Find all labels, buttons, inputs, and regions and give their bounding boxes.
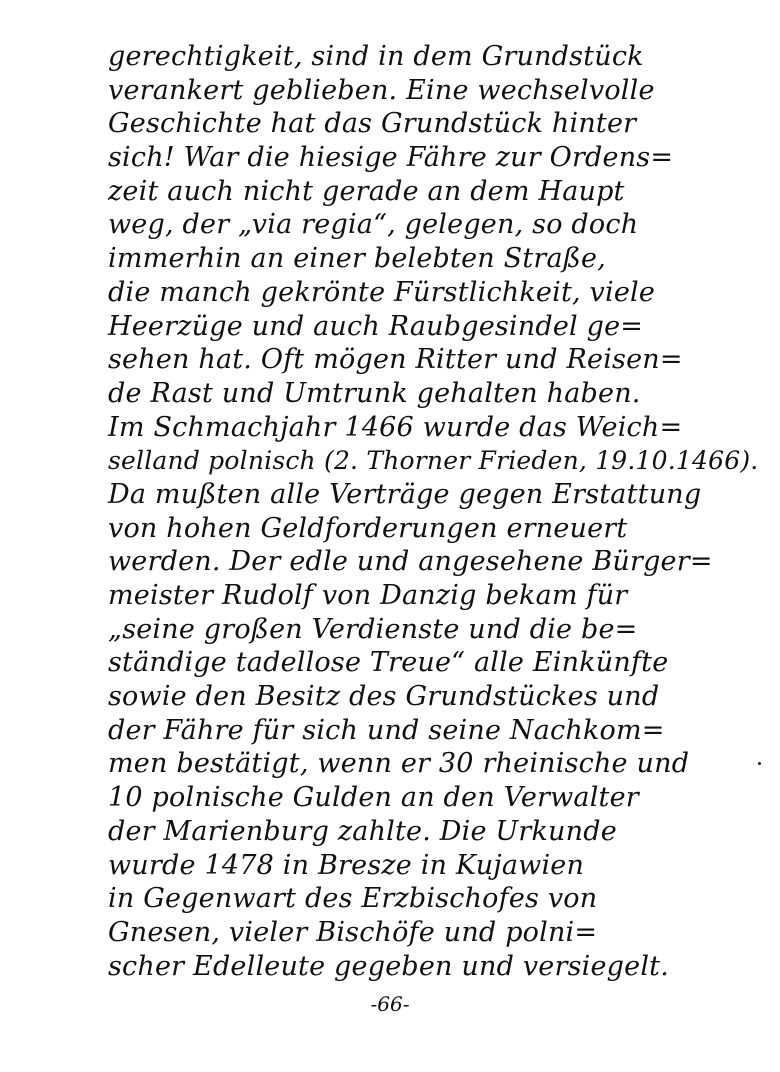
text-line: selland polnisch (2. Thorner Frieden, 19.10.1466).	[108, 446, 759, 476]
text-line: scher Edelleute gegeben und versiegelt.	[108, 950, 669, 982]
text-line: Heerzüge und auch Raubgesindel ge=	[108, 310, 644, 342]
text-line: weg, der „via regia“, gelegen, so doch	[108, 209, 639, 241]
text-line: Geschichte hat das Grundstück hinter	[108, 108, 637, 140]
text-line: de Rast und Umtrunk gehalten haben.	[108, 377, 641, 409]
text-line: wurde 1478 in Bresze in Kujawien	[108, 849, 585, 881]
text-line: zeit auch nicht gerade an dem Haupt	[108, 175, 625, 207]
handwritten-text-block	[108, 40, 768, 983]
text-line: „seine großen Verdienste und die be=	[108, 613, 638, 645]
text-line: werden. Der edle und angesehene Bürger=	[108, 546, 713, 578]
text-line: Im Schmachjahr 1466 wurde das Weich=	[108, 411, 683, 443]
text-line: sich! War die hiesige Fähre zur Ordens=	[108, 142, 674, 174]
ink-speck	[758, 762, 761, 765]
text-line: men bestätigt, wenn er 30 rheinische und	[108, 748, 690, 780]
text-line: ständige tadellose Treue“ alle Einkünfte	[108, 647, 669, 679]
text-line: die manch gekrönte Fürstlichkeit, viele	[108, 276, 656, 308]
text-line: sowie den Besitz des Grundstückes und	[108, 681, 660, 713]
page-number: -66-	[370, 992, 410, 1016]
text-line: in Gegenwart des Erzbischofes von	[108, 883, 598, 915]
text-line: verankert geblieben. Eine wechselvolle	[108, 74, 655, 106]
text-line: gerechtigkeit, sind in dem Grundstück	[108, 41, 644, 72]
text-line: Da mußten alle Verträge gegen Erstattung	[108, 478, 702, 510]
text-line: der Marienburg zahlte. Die Urkunde	[108, 815, 617, 847]
text-line: meister Rudolf von Danzig bekam für	[108, 580, 628, 611]
text-line: immerhin an einer belebten Straße,	[108, 243, 606, 275]
text-line: Gnesen, vieler Bischöfe und polni=	[108, 916, 598, 948]
text-line: von hohen Geldforderungen erneuert	[108, 512, 628, 544]
text-line: der Fähre für sich und seine Nachkom=	[108, 714, 665, 746]
text-line: sehen hat. Oft mögen Ritter und Reisen=	[108, 344, 683, 376]
text-line: 10 polnische Gulden an den Verwalter	[108, 782, 639, 814]
